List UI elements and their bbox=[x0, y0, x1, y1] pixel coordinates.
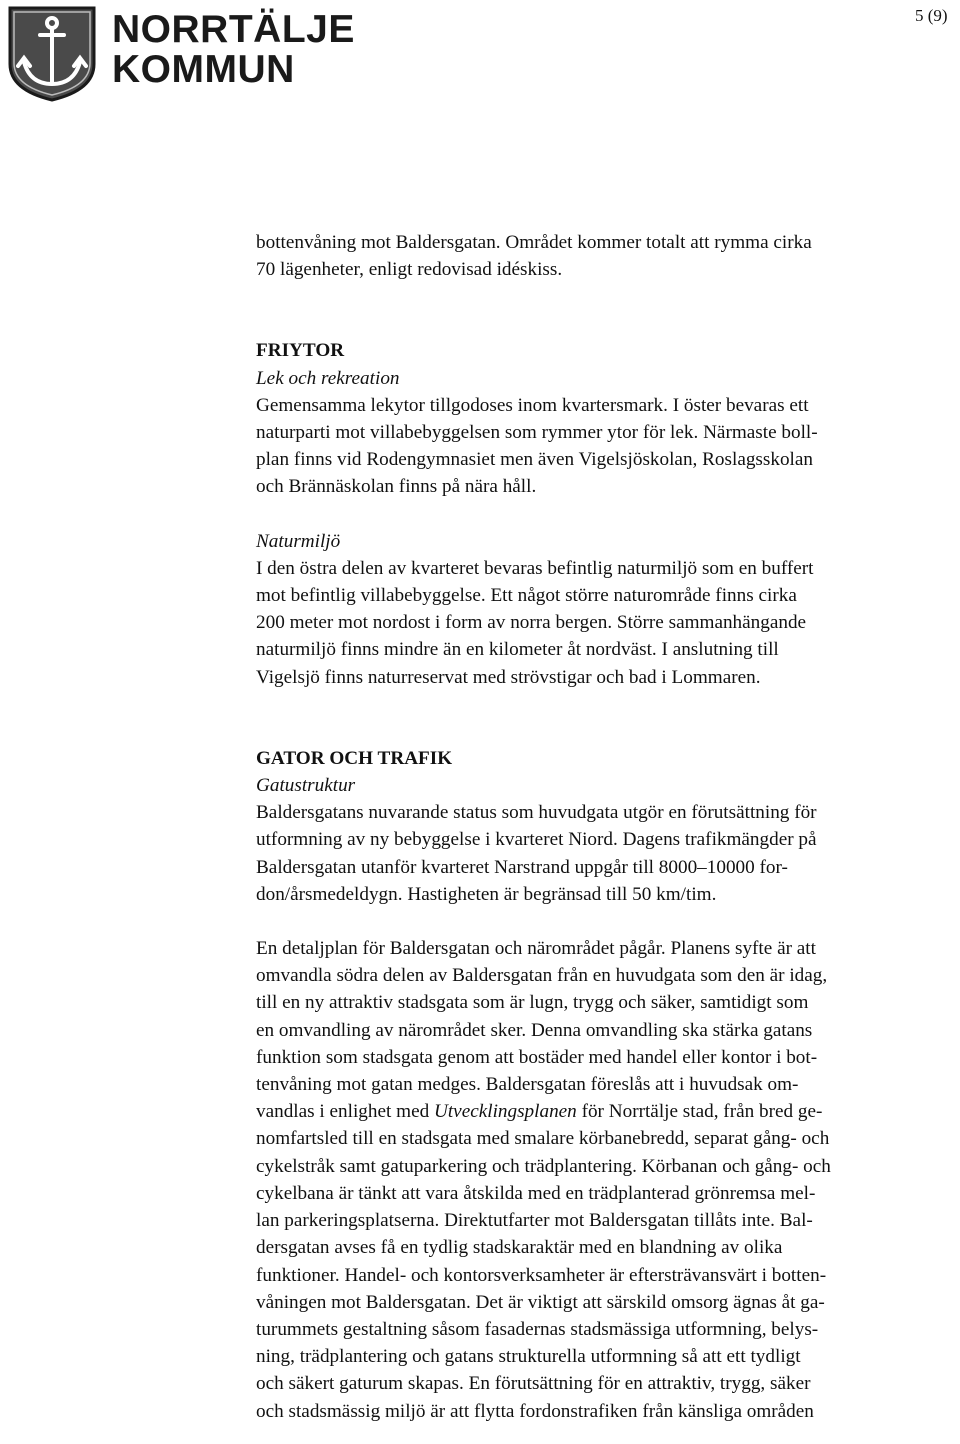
text-line: bottenvåning mot Baldersgatan. Området kommer totalt att rymma cirka bbox=[256, 232, 812, 253]
text-line: don/årsmedeldygn. Hastigheten är begränsad till 50 km/tim. bbox=[256, 883, 717, 905]
text-line: turummets gestaltning såsom fasadernas stadsmässiga utformning, belys- bbox=[256, 1318, 819, 1340]
text-line: nomfartsled till en stadsgata med smalare körbanebredd, separat gång- och bbox=[256, 1128, 830, 1150]
text-line: funktion som stadsgata genom att bostäder med handel eller kontor i bot- bbox=[256, 1046, 818, 1068]
subheading-naturmiljo: Naturmiljö bbox=[256, 530, 341, 552]
text-line: Baldersgatan utanför kvarteret Narstrand uppgår till 8000–10000 for- bbox=[256, 856, 788, 878]
text-line: och Brännäskolan finns på nära håll. bbox=[256, 476, 537, 498]
gatustruktur-paragraph-2 bbox=[256, 935, 956, 1425]
text-line: cykelbana är tänkt att vara åtskilda med en trädplanterad grönremsa mel- bbox=[256, 1182, 816, 1204]
coat-of-arms-anchor-icon bbox=[4, 4, 102, 104]
text-line: mot befintlig villabebyggelse. Ett något större naturområde finns cirka bbox=[256, 585, 797, 607]
text-line: funktioner. Handel- och kontorsverksamheter är eftersträvansvärt i botten- bbox=[256, 1264, 827, 1286]
text-line: Vigelsjö finns naturreservat med strövstigar och bad i Lommaren. bbox=[256, 666, 761, 688]
logo-text-kommun: KOMMUN bbox=[112, 48, 295, 91]
text-line: 70 lägenheter, enligt redovisad idéskiss. bbox=[256, 259, 563, 281]
gatustruktur-paragraph-1 bbox=[256, 799, 956, 908]
page-number: 5 (9) bbox=[915, 6, 948, 25]
text-line: Gemensamma lekytor tillgodoses inom kvartersmark. I öster bevaras ett bbox=[256, 394, 809, 416]
text-line: och säkert gaturum skapas. En förutsättning för en attraktiv, trygg, säker bbox=[256, 1373, 811, 1395]
subheading-gatustruktur: Gatustruktur bbox=[256, 775, 356, 797]
norrtalje-kommun-logo bbox=[4, 4, 355, 100]
text-line: naturparti mot villabebyggelsen som rymmer ytor för lek. Närmaste boll- bbox=[256, 422, 818, 444]
logo-text-norrtalje: NORRTÄLJE bbox=[112, 8, 355, 51]
text-line: En detaljplan för Baldersgatan och närområdet pågår. Planens syfte är att bbox=[256, 938, 816, 960]
text-line: lan parkeringsplatserna. Direktutfarter mot Baldersgatan tillåts inte. Bal- bbox=[256, 1210, 813, 1232]
text-fragment: för Norrtälje stad, från bred ge- bbox=[576, 1101, 823, 1123]
text-line: cykelstråk samt gatuparkering och trädplantering. Körbanan och gång- och bbox=[256, 1155, 831, 1177]
text-line: Baldersgatans nuvarande status som huvudgata utgör en förutsättning för bbox=[256, 802, 817, 824]
lek-paragraph bbox=[256, 392, 956, 501]
text-line: omvandla södra delen av Baldersgatan från en huvudgata som den är idag, bbox=[256, 965, 828, 987]
intro-paragraph bbox=[256, 229, 956, 283]
section-heading-gator-och-trafik: GATOR OCH TRAFIK bbox=[256, 747, 453, 769]
subheading-lek-och-rekreation: Lek och rekreation bbox=[256, 367, 400, 389]
text-line: 200 meter mot nordost i form av norra bergen. Större sammanhängande bbox=[256, 612, 807, 634]
text-line: dersgatan avses få en tydlig stadskaraktär med en blandning av olika bbox=[256, 1237, 783, 1259]
document-body bbox=[256, 229, 956, 1425]
text-fragment: vandlas i enlighet med bbox=[256, 1101, 434, 1123]
text-line: en omvandling av närområdet sker. Denna omvandling ska stärka gatans bbox=[256, 1019, 813, 1041]
naturmiljo-paragraph bbox=[256, 555, 956, 691]
text-line: våningen mot Baldersgatan. Det är viktigt att särskild omsorg ägnas åt ga- bbox=[256, 1291, 825, 1313]
text-line: till en ny attraktiv stadsgata som är lugn, trygg och säker, samtidigt som bbox=[256, 992, 809, 1014]
text-line: tenvåning mot gatan medges. Baldersgatan föreslås att i huvudsak om- bbox=[256, 1074, 799, 1096]
text-line: och stadsmässig miljö är att flytta fordonstrafiken från känsliga områden bbox=[256, 1400, 814, 1422]
text-line: utformning av ny bebyggelse i kvarteret Niord. Dagens trafikmängder på bbox=[256, 829, 817, 851]
italic-term-utvecklingsplanen: Utvecklingsplanen bbox=[433, 1101, 577, 1123]
text-line: naturmiljö finns mindre än en kilometer åt nordväst. I anslutning till bbox=[256, 639, 779, 661]
text-line: ning, trädplantering och gatans strukturella utformning så att ett tydligt bbox=[256, 1346, 801, 1368]
text-line: plan finns vid Rodengymnasiet men även Vigelsjöskolan, Roslagsskolan bbox=[256, 449, 813, 471]
section-heading-friytor: FRIYTOR bbox=[256, 340, 345, 362]
text-line-with-italic-term bbox=[256, 1098, 956, 1125]
text-line: I den östra delen av kvarteret bevaras befintlig naturmiljö som en buffert bbox=[256, 557, 814, 579]
